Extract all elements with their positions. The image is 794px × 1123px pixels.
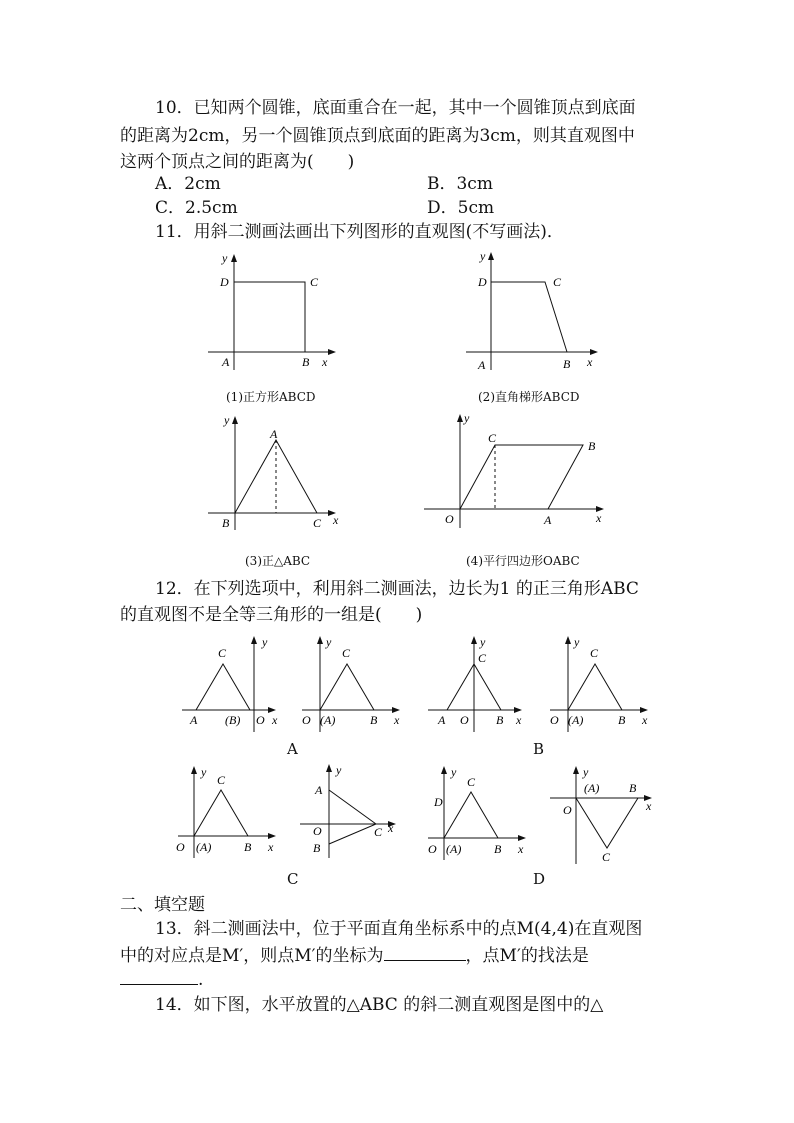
figure-label: x (333, 513, 339, 527)
figure-label: B (313, 841, 321, 855)
q10-option-b: B．3cm (427, 174, 493, 194)
caption-fig2: (2)直角梯形ABCD (478, 390, 580, 404)
figure-label: O (550, 713, 559, 727)
q10-option-d: D．5cm (427, 198, 495, 218)
q14-line1: 14．如下图，水平放置的△ABC 的斜二测直观图是图中的△ (155, 995, 604, 1015)
q12-line1: 12．在下列选项中，利用斜二测画法，边长为1 的正三角形ABC (155, 579, 639, 599)
figure-12c-right (296, 760, 406, 865)
choice-c: C (287, 870, 299, 888)
figure-label: A (315, 783, 323, 797)
figure-12b-right (546, 632, 656, 737)
q10-line1: 10．已知两个圆锥，底面重合在一起，其中一个圆锥顶点到底面 (155, 98, 636, 118)
figure-label: y (336, 763, 342, 777)
figure-label: O (256, 713, 265, 727)
label-b: B (302, 355, 310, 369)
figure-label: x (596, 511, 602, 525)
figure-label: y (583, 765, 589, 779)
figure-label: C (602, 850, 611, 864)
figure-label: A (544, 513, 552, 527)
figure-label: A (190, 713, 198, 727)
figure-12d-left (424, 762, 534, 867)
figure-label: A (478, 358, 486, 372)
label-x: x (322, 355, 328, 369)
q13-line2: 中的对应点是M′，则点M′的坐标为 ，点M′的找法是 (120, 946, 589, 966)
figure-label: O (460, 713, 469, 727)
figure-12a-right (298, 632, 408, 737)
figure-label: x (587, 355, 593, 369)
figure-label: y (451, 765, 457, 779)
figure-label: A (270, 427, 278, 441)
label-a: A (222, 355, 230, 369)
figure-label: C (313, 516, 322, 530)
figure-label: C (342, 646, 351, 660)
figure-label: (B) (225, 713, 241, 727)
figure-label: y (464, 411, 470, 425)
figure-label: B (496, 713, 504, 727)
figure-label: x (268, 840, 274, 854)
q10-option-a: A．2cm (155, 174, 221, 194)
figure-12b-left (424, 632, 534, 737)
q10-line3: 这两个顶点之间的距离为( ) (120, 152, 355, 172)
figure-label: O (445, 512, 454, 526)
q11-text: 11．用斜二测画法画出下列图形的直观图(不写画法)． (155, 222, 564, 242)
figure-label: x (642, 713, 648, 727)
figure-label: y (480, 635, 486, 649)
figure-label: C (590, 646, 599, 660)
q10-line2: 的距离为2cm，另一个圆锥顶点到底面的距离为3cm，则其直观图中 (120, 126, 635, 146)
figure-label: B (618, 713, 626, 727)
figure-label: O (302, 713, 311, 727)
q10-option-c: C．2.5cm (155, 198, 238, 218)
figure-label: C (374, 825, 383, 839)
figure-label: y (574, 635, 580, 649)
q13-blank-method[interactable] (120, 968, 198, 985)
figure-label: (A) (568, 713, 584, 727)
q13-blank-coordinate[interactable] (384, 944, 466, 961)
figure-label: C (467, 775, 476, 789)
figure-label: O (428, 842, 437, 856)
figure-label: C (218, 646, 227, 660)
figure-label: C (488, 431, 497, 445)
figure-12a-left (178, 632, 288, 737)
figure-label: y (326, 635, 332, 649)
figure-label: C (478, 651, 487, 665)
caption-fig1: (1)正方形ABCD (226, 390, 316, 404)
figure-label: (A) (584, 781, 600, 795)
figure-label: D (434, 795, 443, 809)
figure-label: (A) (196, 840, 212, 854)
figure-label: O (313, 824, 322, 838)
figure-label: (A) (446, 842, 462, 856)
label-d: D (220, 275, 229, 289)
figure-label: B (370, 713, 378, 727)
figure-trapezoid-abcd (460, 244, 610, 379)
figure-label: y (201, 765, 207, 779)
figure-12d-right (546, 760, 661, 868)
figure-label: x (646, 799, 652, 813)
figure-label: x (272, 713, 278, 727)
figure-label: B (629, 781, 637, 795)
figure-label: y (224, 413, 230, 427)
figure-parallelogram-oabc (420, 408, 615, 538)
figure-label: B (563, 357, 571, 371)
label-c: C (310, 275, 319, 289)
figure-label: x (388, 821, 394, 835)
section-title: 二、填空题 (120, 895, 205, 915)
figure-label: x (516, 713, 522, 727)
figure-label: O (563, 803, 572, 817)
label-y: y (222, 251, 228, 265)
figure-label: x (518, 842, 524, 856)
figure-label: x (394, 713, 400, 727)
figure-label: B (244, 840, 252, 854)
figure-label: C (553, 275, 562, 289)
figure-label: C (217, 773, 226, 787)
choice-b: B (533, 740, 545, 758)
q12-line2: 的直观图不是全等三角形的一组是( ) (120, 605, 423, 625)
figure-label: B (222, 516, 230, 530)
figure-label: y (480, 249, 486, 263)
caption-fig4: (4)平行四边形OABC (466, 554, 580, 568)
figure-label: (A) (320, 713, 336, 727)
figure-label: D (478, 275, 487, 289)
q13-line3: . (120, 968, 203, 991)
q13-line1: 13．斜二测画法中，位于平面直角坐标系中的点M(4,4)在直观图 (155, 919, 643, 939)
figure-triangle-abc (200, 410, 350, 540)
choice-a: A (287, 740, 298, 758)
figure-label: O (176, 840, 185, 854)
caption-fig3: (3)正△ABC (245, 554, 311, 568)
figure-label: A (438, 713, 446, 727)
figure-square-abcd (200, 248, 350, 378)
choice-d: D (533, 870, 546, 888)
figure-label: B (588, 439, 596, 453)
figure-12c-left (174, 762, 284, 867)
figure-label: B (494, 842, 502, 856)
figure-label: y (262, 635, 268, 649)
